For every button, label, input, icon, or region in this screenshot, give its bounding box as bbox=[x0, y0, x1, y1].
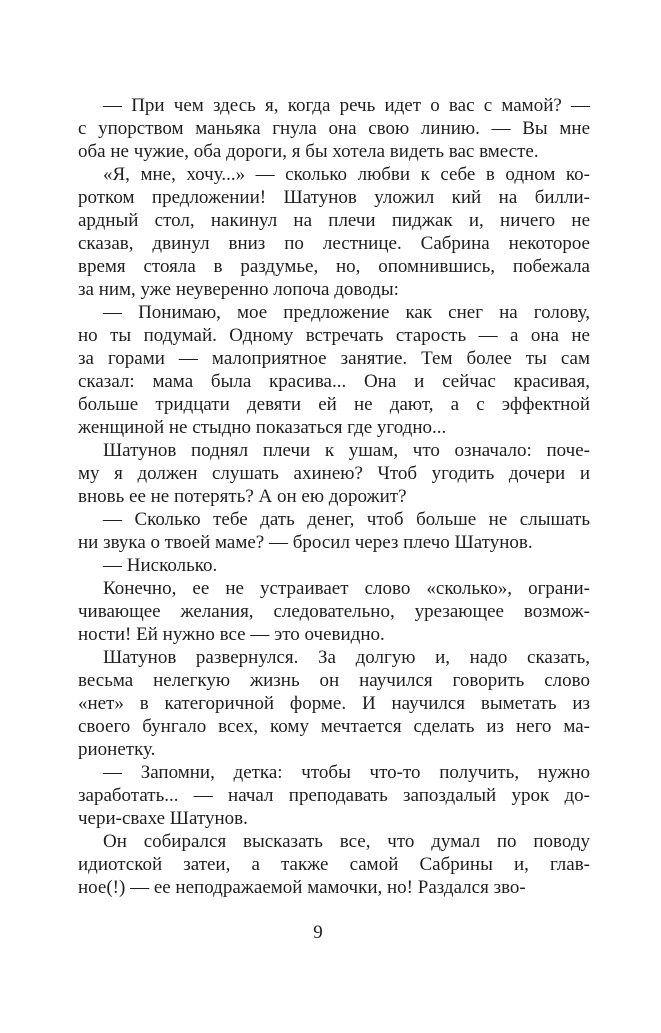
paragraph bbox=[78, 646, 590, 761]
text-line: сказал: мама была красива... Она и сейчас красивая, bbox=[78, 371, 590, 392]
text-line: за ним, уже неуверенно лопоча доводы: bbox=[78, 279, 399, 300]
text-line: ности! Ей нужно все — это очевидно. bbox=[78, 624, 385, 645]
text-line: — Запомни, детка: чтобы что-то получить, нужно bbox=[103, 762, 590, 783]
page-text bbox=[78, 94, 590, 899]
paragraph bbox=[78, 439, 590, 508]
text-line: ротком предложении! Шатунов уложил кий на билли- bbox=[78, 187, 590, 208]
text-line: — Сколько тебе дать денег, чтоб больше не слышать bbox=[103, 509, 590, 530]
text-line: больше тридцати девяти ей не дают, а с эффектной bbox=[78, 394, 590, 415]
text-line: чивающее желания, следовательно, урезающее возмож- bbox=[78, 601, 590, 622]
paragraph bbox=[78, 761, 590, 830]
text-line: Он собирался высказать все, что думал по поводу bbox=[103, 831, 590, 852]
text-line: весьма нелегкую жизнь он научился говорить слово bbox=[78, 670, 590, 691]
text-line: своего бунгало всех, кому мечтается сделать из него ма- bbox=[78, 716, 590, 737]
paragraph bbox=[78, 554, 590, 577]
text-line: идиотской затеи, а также самой Сабрины и, глав- bbox=[78, 854, 590, 875]
text-line: Конечно, ее не устраивает слово «сколько», ограни- bbox=[103, 578, 590, 599]
text-line: «нет» в категоричной форме. И научился выметать из bbox=[78, 693, 590, 714]
text-line: му я должен слушать ахинею? Чтоб угодить дочери и bbox=[78, 463, 590, 484]
text-line: с упорством маньяка гнула она свою линию. — Вы мне bbox=[78, 118, 590, 139]
text-line: Шатунов развернулся. За долгую и, надо сказать, bbox=[103, 647, 590, 668]
text-line: рионетку. bbox=[78, 739, 156, 760]
text-line: вновь ее не потерять? А он ею дорожит? bbox=[78, 486, 407, 507]
paragraph bbox=[78, 301, 590, 439]
text-line: время стояла в раздумье, но, опомнившись, побежала bbox=[78, 256, 590, 277]
paragraph bbox=[78, 94, 590, 163]
text-line: Шатунов поднял плечи к ушам, что означало: поче- bbox=[103, 440, 590, 461]
text-line: — При чем здесь я, когда речь идет о вас с мамой? — bbox=[103, 95, 590, 116]
text-line: — Нисколько. bbox=[103, 555, 218, 576]
text-line: женщиной не стыдно показаться где угодно... bbox=[78, 417, 447, 438]
paragraph bbox=[78, 577, 590, 646]
paragraph bbox=[78, 508, 590, 554]
text-line: оба не чужие, оба дороги, я бы хотела видеть вас вместе. bbox=[78, 141, 539, 162]
text-line: ное(!) — ее неподражаемой мамочки, но! Раздался зво- bbox=[78, 877, 526, 898]
paragraph bbox=[78, 163, 590, 301]
page-number: 9 bbox=[313, 922, 323, 943]
text-line: ардный стол, накинул на плечи пиджак и, ничего не bbox=[78, 210, 590, 231]
text-line: сказав, двинул вниз по лестнице. Сабрина некоторое bbox=[78, 233, 590, 254]
text-line: заработать... — начал преподавать запоздалый урок до- bbox=[78, 785, 590, 806]
text-line: — Понимаю, мое предложение как снег на голову, bbox=[103, 302, 590, 323]
text-line: чери-свахе Шатунов. bbox=[78, 808, 248, 829]
text-line: за горами — малоприятное занятие. Тем более ты сам bbox=[78, 348, 590, 369]
text-line: но ты подумай. Одному встречать старость — а она не bbox=[78, 325, 590, 346]
text-line: ни звука о твоей маме? — бросил через плечо Шатунов. bbox=[78, 532, 533, 553]
paragraph bbox=[78, 830, 590, 899]
text-line: «Я, мне, хочу...» — сколько любви к себе в одном ко- bbox=[103, 164, 590, 185]
